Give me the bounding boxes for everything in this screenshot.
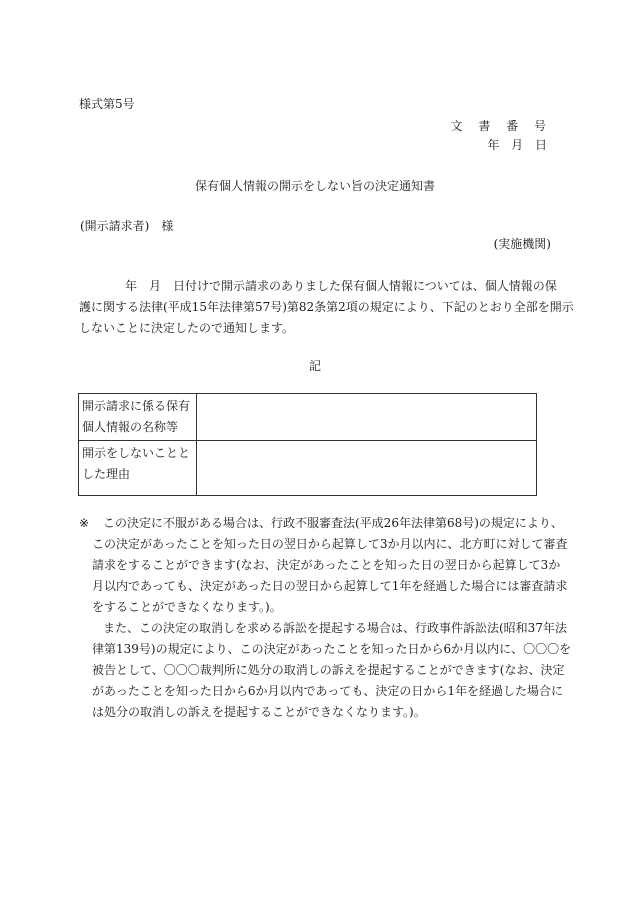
document-number-label: 文 書 番 号 — [450, 119, 552, 133]
notice-body-line: しないことに決定したので通知します。 — [79, 321, 295, 335]
note-line: この決定に不服がある場合は、行政不服審査法(平成26年法律第68号)の規定により、 — [103, 516, 563, 530]
note-line: があったことを知った日から6か月以内であっても、決定の日から1年を経過した場合に — [92, 684, 564, 698]
note-line: また、この決定の取消しを求める訴訟を提起する場合は、行政事件訴訟法(昭和37年法 — [103, 621, 567, 635]
note-mark: ※ — [79, 516, 90, 530]
table-row-value — [197, 441, 537, 496]
appeal-note — [79, 513, 572, 723]
recipient-line: (開示請求者) 様 — [80, 219, 174, 233]
note-line: 請求をすることができます(なお、決定があったことを知った日の翌日から起算して3か — [92, 558, 561, 572]
form-number: 様式第5号 — [79, 97, 135, 111]
document-title: 保有個人情報の開示をしない旨の決定通知書 — [194, 179, 435, 193]
notice-body — [79, 276, 574, 339]
note-line: は処分の取消しの訴えを提起することができなくなります。)。 — [92, 705, 426, 719]
table-row — [79, 394, 537, 441]
note-line: 被告として、〇〇〇裁判所に処分の取消しの訴えを提起することができます(なお、決定 — [92, 663, 565, 677]
issuer-label: (実施機関) — [493, 237, 551, 251]
notice-body-line: 年 月 日付けで開示請求のありました保有個人情報については、個人情報の保 — [125, 279, 557, 293]
table-row-label: 開示請求に係る保有個人情報の名称等 — [79, 394, 197, 441]
table-row — [79, 441, 537, 496]
table-row-label: 開示をしないこととした理由 — [79, 441, 197, 496]
note-line: 月以内であっても、決定があった日の翌日から起算して1年を経過した場合には審査請求 — [92, 579, 568, 593]
decision-details-table — [78, 393, 537, 496]
document-date-label: 年 月 日 — [487, 138, 551, 152]
note-line: この決定があったことを知った日の翌日から起算して3か月以内に、北方町に対して審査 — [92, 537, 568, 551]
note-line: 律第139号)の規定により、この決定があったことを知った日から6か月以内に、〇〇〇を — [92, 642, 572, 656]
table-row-value — [197, 394, 537, 441]
ki-heading: 記 — [308, 359, 321, 373]
note-line: をすることができなくなります。)。 — [92, 600, 282, 614]
notice-body-line: 護に関する法律(平成15年法律第57号)第82条第2項の規定により、下記のとおり全部を開示 — [79, 300, 574, 314]
